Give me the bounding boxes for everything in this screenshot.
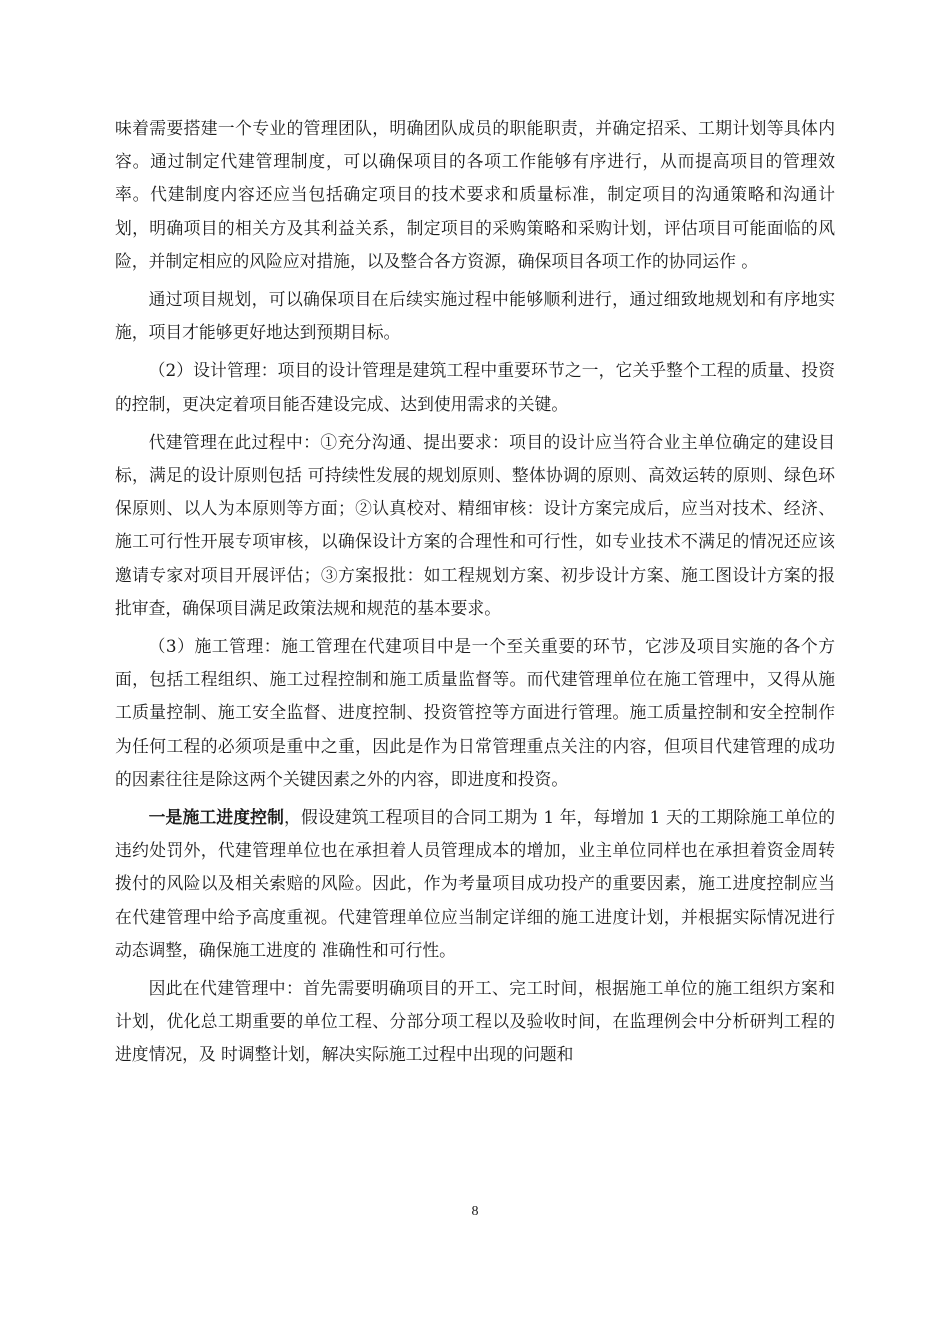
schedule-control-heading: 一是施工进度控制: [148, 807, 285, 828]
paragraph-design-management: （2）设计管理：项目的设计管理是建筑工程中重要环节之一，它关乎整个工程的质量、投资的控制，更决定着项目能否建设完成、达到使用需求的关键。: [115, 360, 835, 414]
document-body: [115, 112, 835, 1077]
paragraph-project-planning: 通过项目规划，可以确保项目在后续实施过程中能够顺利进行，通过细致地规划和有序地实施，项目才能够更好地达到预期目标。: [115, 289, 835, 343]
page-number: 8: [471, 1204, 479, 1219]
schedule-control-text: ，假设建筑工程项目的合同工期为 1 年，每增加 1 天的工期除施工单位的违约处罚外，代建管理单位也在承担着人员管理成本的增加，业主单位同样也在承担着资金周转拨付的风险以及相关索赔的风险。因此，作为考量项目成功投产的重要因素，施工进度控制应当在代建管理中给予高度重视。代建管理单位应当制定详细的施工进度计划，并根据实际情况进行动态调整，确保施工进度的 准确性和可行性。: [115, 807, 835, 960]
paragraph-design-process: 代建管理在此过程中：①充分沟通、提出要求：项目的设计应当符合业主单位确定的建设目标，满足的设计原则包括 可持续性发展的规划原则、整体协调的原则、高效运转的原则、绿色环保原则、以人为本原则等方面；②认真校对、精细审核：设计方案完成后，应当对技术、经济、施工可行性开展专项审核，以确保设计方案的合理性和可行性，如专业技术不满足的情况还应该邀请专家对项目开展评估；③方案报批：如工程规划方案、初步设计方案、施工图设计方案的报批审查，确保项目满足政策法规和规范的基本要求。: [115, 431, 835, 618]
paragraph-schedule-steps: 因此在代建管理中：首先需要明确项目的开工、完工时间，根据施工单位的施工组织方案和计划，优化总工期重要的单位工程、分部分项工程以及验收时间，在监理例会中分析研判工程的进度情况，及 时调整计划，解决实际施工过程中出现的问题和: [115, 978, 835, 1065]
paragraph-construction-management: （3）施工管理：施工管理在代建项目中是一个至关重要的环节，它涉及项目实施的各个方面，包括工程组织、施工过程控制和施工质量监督等。而代建管理单位在施工管理中，又得从施工质量控制、施工安全监督、进度控制、投资管控等方面进行管理。施工质量控制和安全控制作为任何工程的必须项是重中之重，因此是作为日常管理重点关注的内容，但项目代建管理的成功的因素往往是除这两个关键因素之外的内容，即进度和投资。: [115, 636, 835, 789]
paragraph-team-and-system: 味着需要搭建一个专业的管理团队，明确团队成员的职能职责，并确定招采、工期计划等具体内容。通过制定代建管理制度，可以确保项目的各项工作能够有序进行，从而提高项目的管理效率。代建制度内容还应当包括确定项目的技术要求和质量标准，制定项目的沟通策略和沟通计划，明确项目的相关方及其利益关系，制定项目的采购策略和采购计划，评估项目可能面临的风险，并制定相应的风险应对措施，以及整合各方资源，确保项目各项工作的协同运作 。: [115, 118, 835, 271]
paragraph-schedule-control: [115, 801, 835, 967]
